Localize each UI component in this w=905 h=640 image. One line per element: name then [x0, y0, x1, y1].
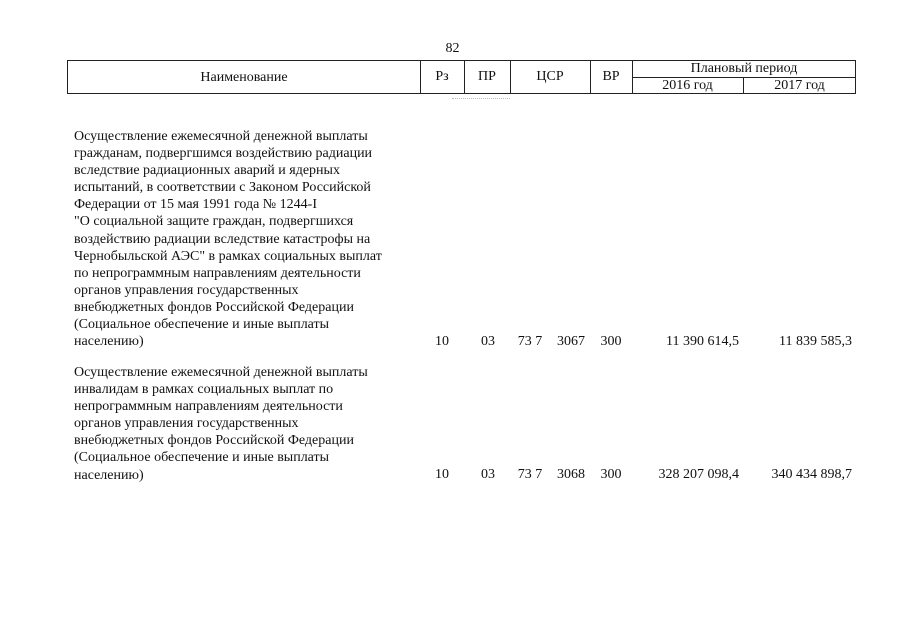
- header-name: Наименование: [200, 70, 288, 85]
- header-csr: ЦСР: [536, 69, 564, 84]
- header-year-2017: 2017 год: [774, 78, 825, 93]
- header-year-2016: 2016 год: [662, 78, 713, 93]
- row-vr: 300: [600, 334, 622, 349]
- row-rz: 10: [435, 467, 449, 482]
- page-number: 82: [445, 41, 460, 56]
- table-header: [67, 60, 856, 94]
- header-rz: Рз: [435, 69, 449, 84]
- row-name: Осуществление ежемесячной денежной выплаты гражданам, подвергшимся воздействию радиации вследствие радиационных аварий и ядерных испытаний, в соответствии с Законом Российской Федерации от 15 мая 1991 года № 1244-I "О социальной защите граждан, подвергшихся воздействию радиации вследствие катастрофы на Чернобыльской АЭС" в рамках социальных выплат по непрограммным направлениям деятельности органов управления государственных внебюджетных фондов Российской Федерации (Социальное обеспечение и иные выплаты населению): [74, 129, 382, 350]
- row-amount-2016: 328 207 098,4: [658, 467, 739, 482]
- row-csr-program: 73 7: [517, 467, 543, 482]
- row-amount-2017: 340 434 898,7: [771, 467, 852, 482]
- header-pr: ПР: [478, 69, 496, 84]
- row-pr: 03: [481, 334, 495, 349]
- row-pr: 03: [481, 467, 495, 482]
- row-name: Осуществление ежемесячной денежной выплаты инвалидам в рамках социальных выплат по непрограммным направлениям деятельности органов управления государственных внебюджетных фондов Российской Федерации (Социальное обеспечение и иные выплаты населению): [74, 365, 368, 483]
- scan-artifact: [452, 98, 510, 99]
- row-amount-2016: 11 390 614,5: [666, 334, 739, 349]
- row-amount-2017: 11 839 585,3: [779, 334, 852, 349]
- row-csr-program: 73 7: [517, 334, 543, 349]
- row-vr: 300: [600, 467, 622, 482]
- row-csr-code: 3068: [557, 467, 585, 482]
- header-planned-period: Плановый период: [690, 61, 798, 76]
- header-vr: ВР: [602, 69, 620, 84]
- row-csr-code: 3067: [557, 334, 585, 349]
- row-rz: 10: [435, 334, 449, 349]
